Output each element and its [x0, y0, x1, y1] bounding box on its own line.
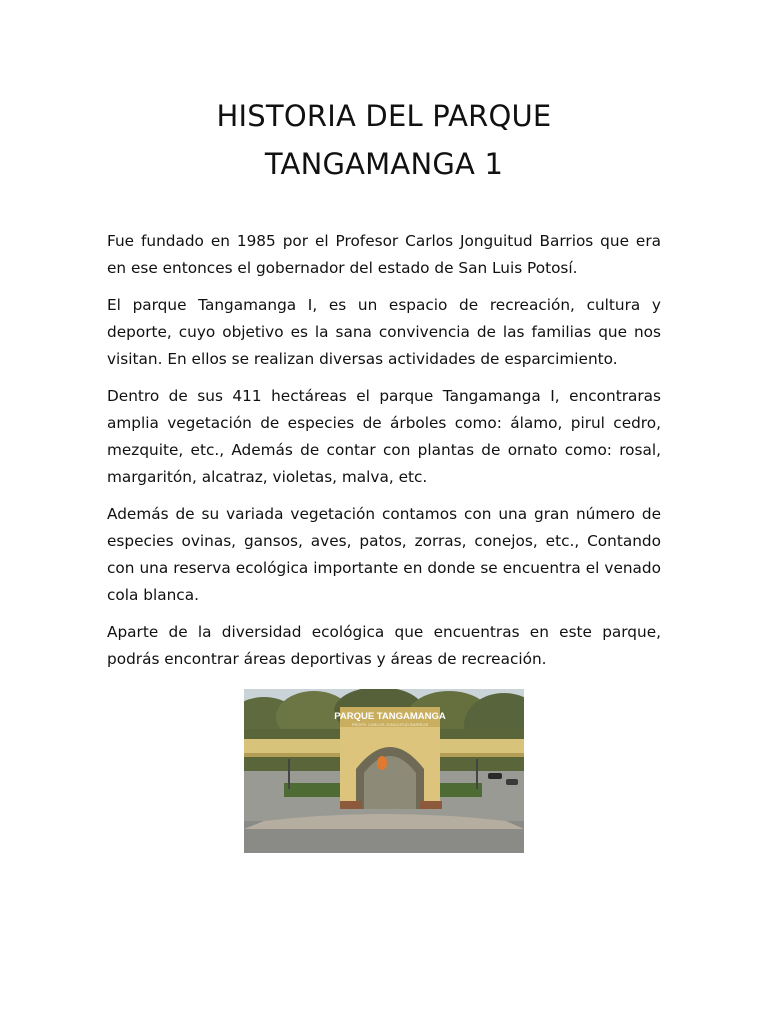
paragraph-fauna: Además de su variada vegetación contamos con una gran número de especies ovinas, gansos, aves, patos, zorras, conejos, etc., Contando con una reserva ecológica importante en donde se encuentra el venado cola blanca. — [107, 505, 661, 604]
page-title — [0, 92, 768, 188]
paragraph-areas: Aparte de la diversidad ecológica que encuentras en este parque, podrás encontrar áreas deportivas y áreas de recreación. — [107, 623, 661, 668]
park-sign-subtext: PROFR. CARLOS JONGUITUD BARRIOS — [351, 722, 429, 727]
title-line-1: HISTORIA DEL PARQUE — [216, 99, 552, 133]
paragraph-purpose: El parque Tangamanga I, es un espacio de recreación, cultura y deporte, cuyo objetivo es la sana convivencia de las familias que nos visitan. En ellos se realizan diversas actividades de esparcimiento. — [107, 296, 661, 368]
park-entrance-photo — [244, 689, 524, 853]
paragraph-vegetation: Dentro de sus 411 hectáreas el parque Tangamanga I, encontraras amplia vegetación de especies de árboles como: álamo, pirul cedro, mezquite, etc., Además de contar con plantas de ornato como: rosal, margaritón, alcatraz, violetas, malva, etc. — [107, 387, 661, 486]
paragraph-founding: Fue fundado en 1985 por el Profesor Carlos Jonguitud Barrios que era en ese entonces el gobernador del estado de San Luis Potosí. — [107, 232, 661, 277]
body-text — [107, 228, 661, 683]
park-sign-text: PARQUE TANGAMANGA — [334, 711, 446, 722]
title-line-2: TANGAMANGA 1 — [264, 147, 504, 181]
